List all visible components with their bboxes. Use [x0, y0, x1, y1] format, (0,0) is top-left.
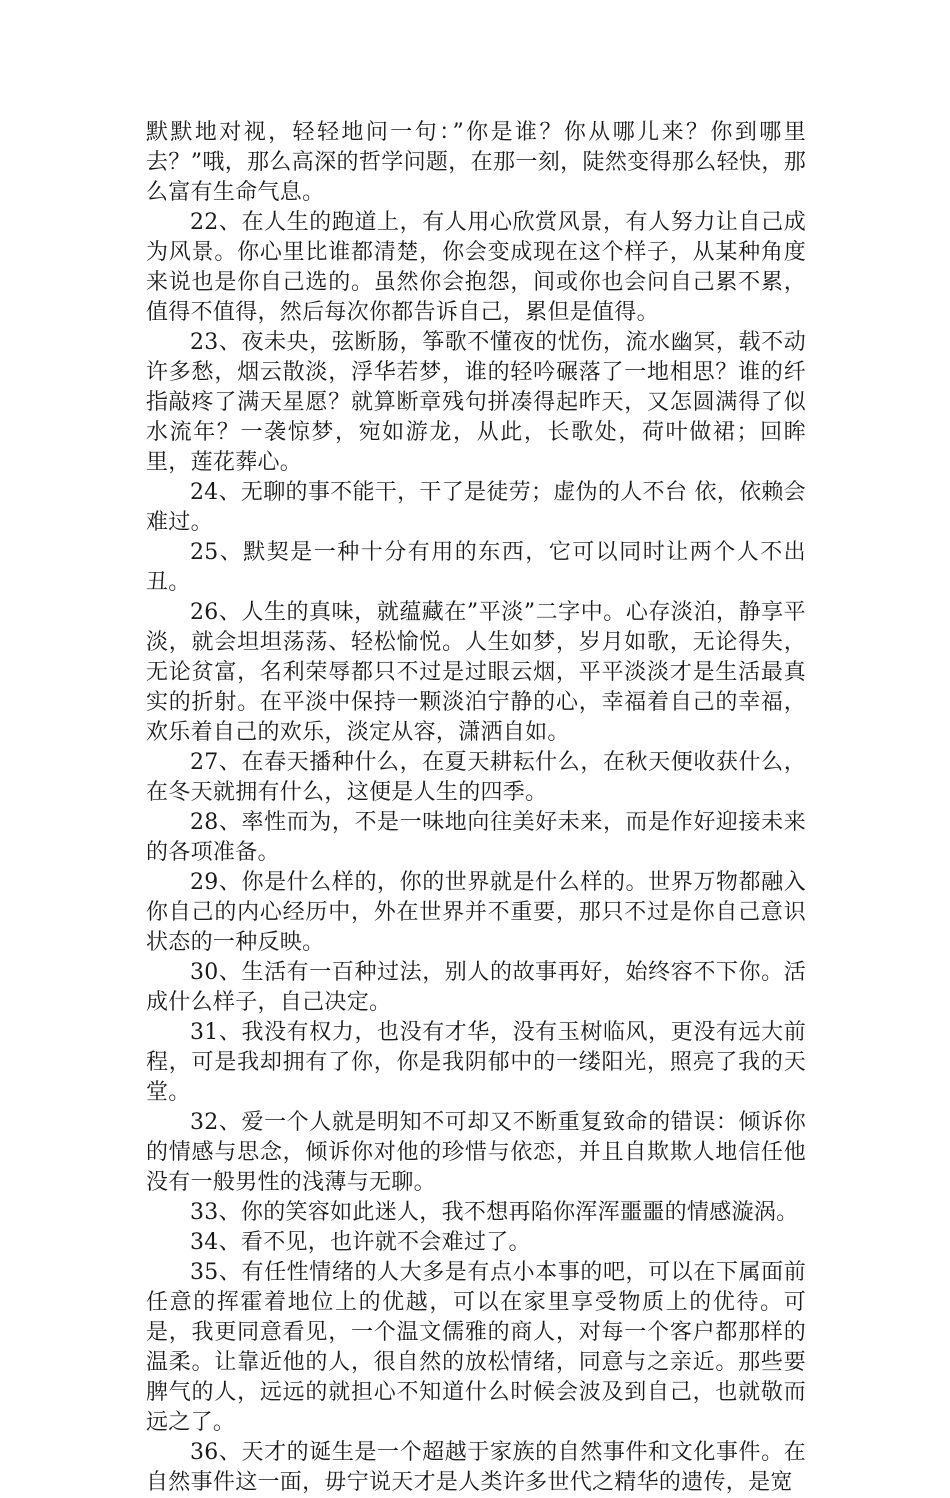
paragraph-23: 23、夜未央，弦断肠，筝歌不懂夜的忧伤，流水幽冥，载不动许多愁，烟云散淡，浮华若梦，谁的轻吟碾落了一地相思？谁的纤指敲疼了满天星愿？就算断章残句拼凑得起昨天，又怎圆满得了似水流年？一袭惊梦，宛如游龙，从此，长歌处，荷叶做裙；回眸里，莲花葬心。 [146, 330, 806, 475]
paragraph-31: 31、我没有权力，也没有才华，没有玉树临风，更没有远大前程，可是我却拥有了你，你是我阴郁中的一缕阳光，照亮了我的天堂。 [146, 1020, 806, 1105]
paragraph-33: 33、你的笑容如此迷人，我不想再陷你浑浑噩噩的情感漩涡。 [190, 1200, 799, 1225]
paragraph-continuation: 默默地对视，轻轻地问一句：”你是谁？你从哪儿来？你到哪里去？”哦，那么高深的哲学问题，在那一刻，陡然变得那么轻快，那么富有生命气息。 [146, 120, 806, 205]
paragraph-25: 25、默契是一种十分有用的东西，它可以同时让两个人不出丑。 [146, 540, 806, 595]
paragraph-36: 36、天才的诞生是一个超越于家族的自然事件和文化事件。在自然事件这一面，毋宁说天才是人类许多世代之精华的遗传，是宽 [146, 1440, 806, 1495]
paragraph-22: 22、在人生的跑道上，有人用心欣赏风景，有人努力让自己成为风景。你心里比谁都清楚，你会变成现在这个样子，从某种角度来说也是你自己选的。虽然你会抱怨，间或你也会问自己累不累，值得不值得，然后每次你都告诉自己，累但是值得。 [146, 210, 806, 325]
paragraph-30: 30、生活有一百种过法，别人的故事再好，始终容不下你。活成什么样子，自己决定。 [146, 960, 806, 1015]
paragraph-24: 24、无聊的事不能干，干了是徒劳；虚伪的人不台 依，依赖会难过。 [146, 480, 806, 535]
paragraph-32: 32、爱一个人就是明知不可却又不断重复致命的错误：倾诉你的情感与思念，倾诉你对他的珍惜与依恋，并且自欺欺人地信任他没有一般男性的浅薄与无聊。 [146, 1110, 806, 1195]
paragraph-26: 26、人生的真味，就蕴藏在”平淡”二字中。心存淡泊，静享平淡，就会坦坦荡荡、轻松愉悦。人生如梦，岁月如歌，无论得失，无论贫富，名利荣辱都只不过是过眼云烟，平平淡淡才是生活最真实的折射。在平淡中保持一颗淡泊宁静的心，幸福着自己的幸福，欢乐着自己的欢乐，淡定从容，潇洒自如。 [146, 600, 806, 745]
body-text [146, 118, 806, 1498]
paragraph-29: 29、你是什么样的，你的世界就是什么样的。世界万物都融入你自己的内心经历中，外在世界并不重要，那只不过是你自己意识状态的一种反映。 [146, 870, 806, 955]
paragraph-28: 28、率性而为，不是一味地向往美好未来，而是作好迎接未来的各项准备。 [146, 810, 806, 865]
paragraph-27: 27、在春天播种什么，在夏天耕耘什么，在秋天便收获什么，在冬天就拥有什么，这便是人生的四季。 [146, 750, 806, 805]
paragraph-35: 35、有任性情绪的人大多是有点小本事的吧，可以在下属面前任意的挥霍着地位上的优越，可以在家里享受物质上的优待。可是，我更同意看见，一个温文儒雅的商人，对每一个客户都那样的温柔。让靠近他的人，很自然的放松情绪，同意与之亲近。那些要脾气的人，远远的就担心不知道什么时候会波及到自己，也就敬而远之了。 [146, 1260, 806, 1435]
paragraph-34: 34、看不见，也许就不会难过了。 [190, 1230, 531, 1255]
